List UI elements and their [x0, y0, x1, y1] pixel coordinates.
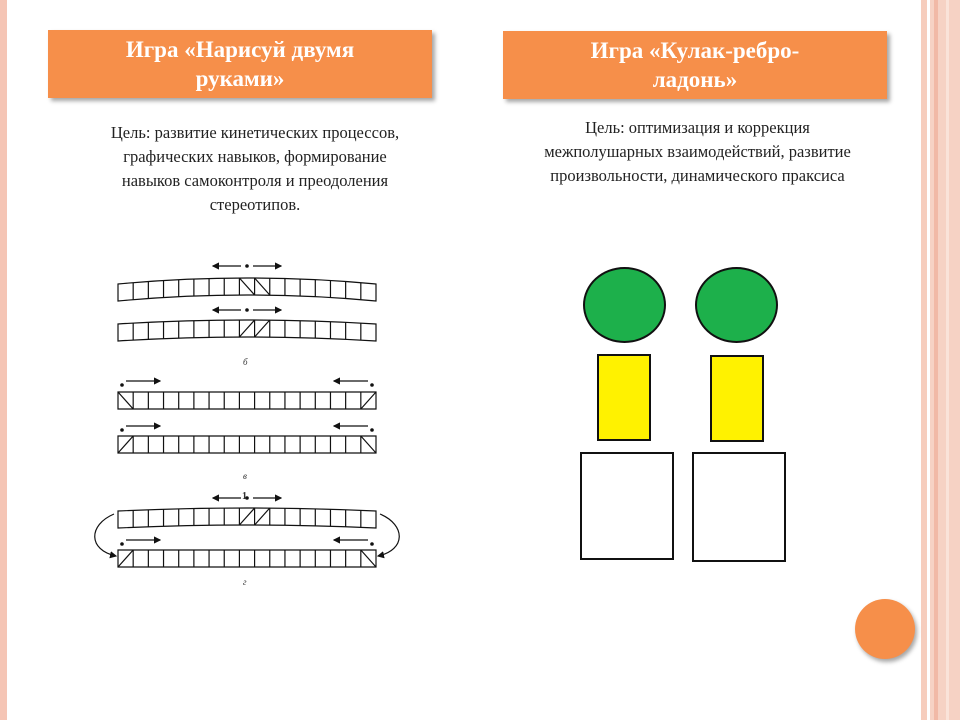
start-dot	[370, 428, 374, 432]
start-dot	[120, 383, 124, 387]
left-border-stripe	[0, 0, 7, 720]
right-goal-text	[470, 116, 925, 188]
left-game-title	[48, 30, 432, 98]
right-border-highlight	[946, 0, 949, 720]
cell-strip	[118, 436, 376, 453]
right-goal-line1: Цель: оптимизация и коррекция	[585, 118, 810, 137]
curved-arrow-right	[378, 514, 399, 556]
left-goal-line1: Цель: развитие кинетических процессов,	[110, 123, 400, 142]
figure-number: 1	[242, 491, 247, 502]
right-goal-line2: межполушарных взаимодействий, развитие	[544, 142, 851, 161]
palm-square-left	[580, 452, 674, 560]
fist-circle-right	[695, 267, 778, 343]
palm-square-right	[692, 452, 786, 562]
edge-rect-right	[710, 355, 764, 442]
left-goal-line3: навыков самоконтроля и преодоления	[121, 171, 389, 190]
cell-strip	[118, 278, 376, 301]
cell-strip	[118, 392, 376, 409]
left-title-line1: Игра «Нарисуй двумя	[125, 37, 355, 62]
left-goal-line4: стереотипов.	[209, 195, 301, 214]
figure-label-b: б	[243, 357, 248, 367]
cell-strip	[118, 320, 376, 341]
right-border-stripe	[921, 0, 927, 720]
decorative-orange-circle	[855, 599, 915, 659]
figure-label-g: г	[243, 577, 247, 587]
start-dot	[370, 383, 374, 387]
start-dot	[245, 308, 249, 312]
right-title-line2: ладонь»	[652, 67, 738, 92]
fist-circle-left	[583, 267, 666, 343]
left-goal-text	[45, 121, 465, 217]
curved-arrow-left	[95, 514, 116, 556]
right-title-line1: Игра «Кулак-ребро-	[590, 38, 800, 63]
cell-strip	[118, 508, 376, 528]
right-border-line	[934, 0, 938, 720]
right-goal-line3: произвольности, динамического праксиса	[550, 166, 845, 185]
right-game-title	[503, 31, 887, 99]
start-dot	[120, 542, 124, 546]
start-dot	[120, 428, 124, 432]
start-dot	[370, 542, 374, 546]
figure-label-v: в	[243, 471, 247, 481]
left-title-line2: руками»	[195, 66, 285, 91]
two-hands-drawing-illustration	[90, 250, 410, 595]
cell-strip	[118, 550, 376, 567]
left-goal-line2: графических навыков, формирование	[123, 147, 387, 166]
start-dot	[245, 264, 249, 268]
edge-rect-left	[597, 354, 651, 441]
